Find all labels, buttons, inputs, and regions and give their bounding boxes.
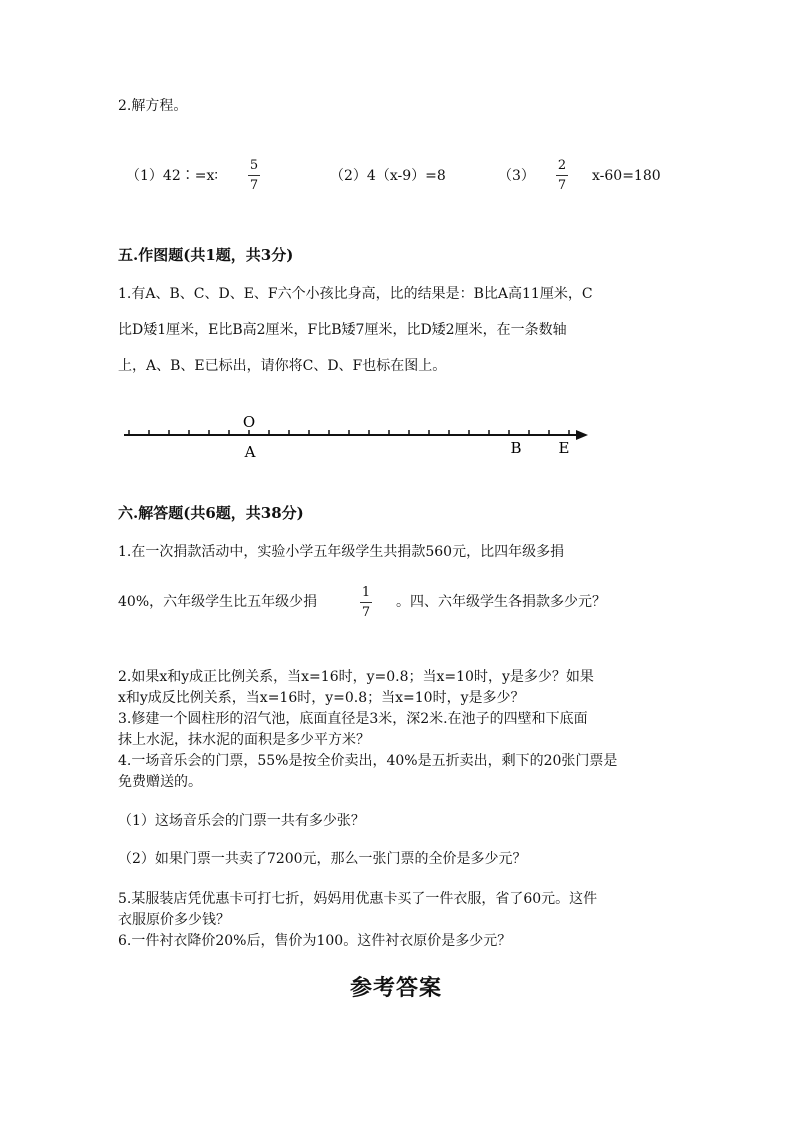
fraction-5-7	[247, 158, 261, 193]
fraction-bar	[556, 175, 568, 176]
section-5-text-line-2: 比D矮1厘米，E比B高2厘米，F比B矮7厘米，比D矮2厘米，在一条数轴	[118, 322, 567, 338]
problem-2-line-2: x和y成反比例关系，当x=16时，y=0.8；当x=10时，y是多少？	[118, 690, 525, 706]
problem-1-line-1: 1.在一次捐款活动中，实验小学五年级学生共捐款560元，比四年级多捐	[118, 544, 565, 560]
problem-5-line-1: 5.某服装店凭优惠卡可打七折，妈妈用优惠卡买了一件衣服，省了60元。这件	[118, 891, 598, 907]
problem-4-subquestion-1: （1）这场音乐会的门票一共有多少张？	[118, 813, 365, 829]
point-b-label: B	[510, 439, 522, 457]
number-line	[110, 405, 610, 465]
fraction-numerator: 1	[361, 585, 371, 600]
question-2-title: 2.解方程。	[118, 98, 188, 114]
fraction-numerator: 2	[557, 158, 567, 173]
equation-2: （2）4（x-9）=8	[330, 168, 446, 184]
equation-3-prefix: （3）	[498, 168, 535, 184]
origin-label: O	[242, 413, 256, 431]
answer-key-title: 参考答案	[350, 975, 443, 1001]
problem-1-line-2-prefix: 40%，六年级学生比五年级少捐	[118, 594, 318, 610]
point-a-label: A	[244, 443, 256, 461]
fraction-denominator: 7	[557, 178, 567, 193]
section-5-text-line-3: 上，A、B、E已标出，请你将C、D、F也标在图上。	[118, 358, 447, 374]
fraction-2-7	[555, 158, 569, 193]
fraction-denominator: 7	[249, 178, 259, 193]
fraction-bar	[248, 175, 260, 176]
fraction-bar	[360, 602, 372, 603]
section-5-heading: 五.作图题(共1题，共3分)	[118, 246, 294, 264]
equation-3-suffix: x-60=180	[592, 168, 661, 184]
problem-3-line-2: 抹上水泥，抹水泥的面积是多少平方米？	[118, 732, 370, 748]
problem-5-line-2: 衣服原价多少钱？	[118, 912, 230, 928]
section-5-text-line-1: 1.有A、B、C、D、E、F六个小孩比身高，比的结果是：B比A高11厘米，C	[118, 286, 593, 302]
problem-4-subquestion-2: （2）如果门票一共卖了7200元，那么一张门票的全价是多少元？	[118, 851, 527, 867]
problem-4-line-2: 免费赠送的。	[118, 774, 202, 790]
arrow-head-icon	[576, 430, 588, 440]
problem-6-line-1: 6.一件衬衣降价20%后，售价为100。这件衬衣原价是多少元？	[118, 933, 512, 949]
problem-1-line-2-suffix: 。四、六年级学生各捐款多少元？	[396, 594, 606, 610]
problem-2-line-1: 2.如果x和y成正比例关系，当x=16时，y=0.8；当x=10时，y是多少？如果	[118, 669, 594, 685]
fraction-numerator: 5	[249, 158, 259, 173]
fraction-1-7	[359, 585, 373, 620]
problem-3-line-1: 3.修建一个圆柱形的沼气池，底面直径是3米，深2米.在池子的四壁和下底面	[118, 711, 588, 727]
equation-1: （1）42∶=x∶	[126, 168, 218, 184]
fraction-denominator: 7	[361, 605, 371, 620]
section-6-heading: 六.解答题(共6题，共38分)	[118, 504, 304, 522]
point-e-label: E	[558, 439, 570, 457]
problem-4-line-1: 4.一场音乐会的门票，55%是按全价卖出，40%是五折卖出，剩下的20张门票是	[118, 753, 618, 769]
